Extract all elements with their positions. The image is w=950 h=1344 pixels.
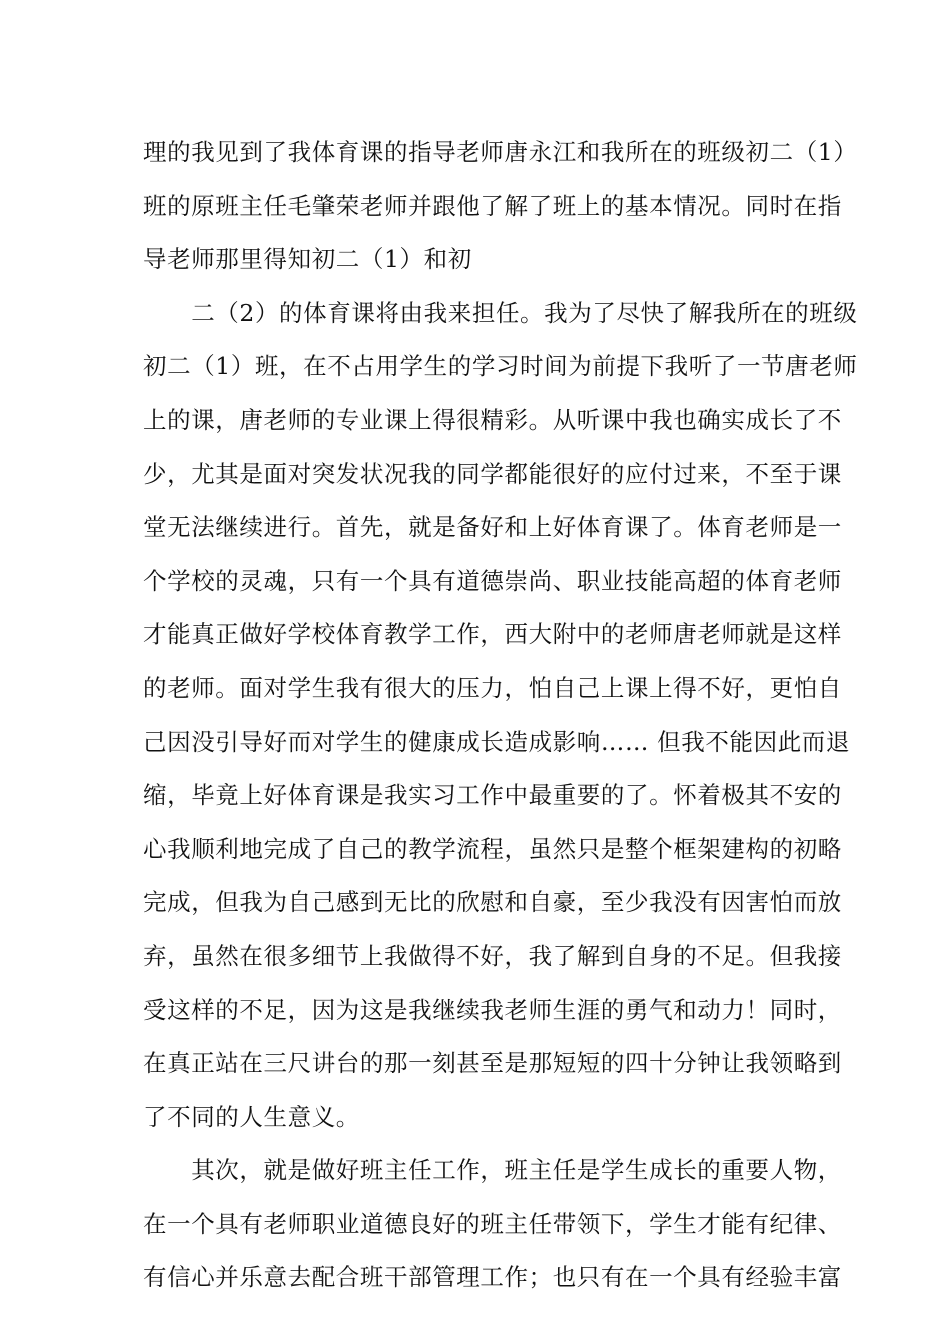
text-line: 上的课，唐老师的专业课上得很精彩。从听课中我也确实成长了不 [143,405,842,434]
text-line: 堂无法继续进行。首先，就是备好和上好体育课了。体育老师是一 [143,513,842,542]
text-line: 在一个具有老师职业道德良好的班主任带领下，学生才能有纪律、 [143,1209,842,1238]
text-line: 的老师。面对学生我有很大的压力，怕自己上课上得不好，更怕自 [143,673,842,702]
text-line: 其次，就是做好班主任工作，班主任是学生成长的重要人物， [143,1156,842,1185]
text-line: 二（2）的体育课将由我来担任。我为了尽快了解我所在的班级 [143,298,858,327]
text-line: 初二（1）班，在不占用学生的学习时间为前提下我听了一节唐老师 [143,352,858,381]
text-line: 班的原班主任毛肇荣老师并跟他了解了班上的基本情况。同时在指 [143,191,842,220]
text-line: 少，尤其是面对突发状况我的同学都能很好的应付过来，不至于课 [143,459,842,488]
text-line: 理的我见到了我体育课的指导老师唐永江和我所在的班级初二（1） [143,138,858,166]
text-line: 心我顺利地完成了自己的教学流程，虽然只是整个框架建构的初略 [143,834,842,863]
text-line: 个学校的灵魂，只有一个具有道德崇尚、职业技能高超的体育老师 [143,566,842,595]
body-text [143,126,858,1305]
text-line: 才能真正做好学校体育教学工作，西大附中的老师唐老师就是这样 [143,620,842,649]
text-line: 弃，虽然在很多细节上我做得不好，我了解到自身的不足。但我接 [143,941,842,970]
text-line: 导老师那里得知初二（1）和初 [143,245,472,274]
text-line: 受这样的不足，因为这是我继续我老师生涯的勇气和动力！同时， [143,995,842,1024]
text-line: 在真正站在三尺讲台的那一刻甚至是那短短的四十分钟让我领略到 [143,1049,842,1078]
text-line: 有信心并乐意去配合班干部管理工作；也只有在一个具有经验丰富 [143,1263,842,1292]
text-line: 缩，毕竟上好体育课是我实习工作中最重要的了。怀着极其不安的 [143,781,842,810]
text-line: 己因没引导好而对学生的健康成长造成影响…… 但我不能因此而退 [143,727,850,756]
text-line: 完成，但我为自己感到无比的欣慰和自豪，至少我没有因害怕而放 [143,888,842,917]
text-line: 了不同的人生意义。 [143,1102,360,1131]
